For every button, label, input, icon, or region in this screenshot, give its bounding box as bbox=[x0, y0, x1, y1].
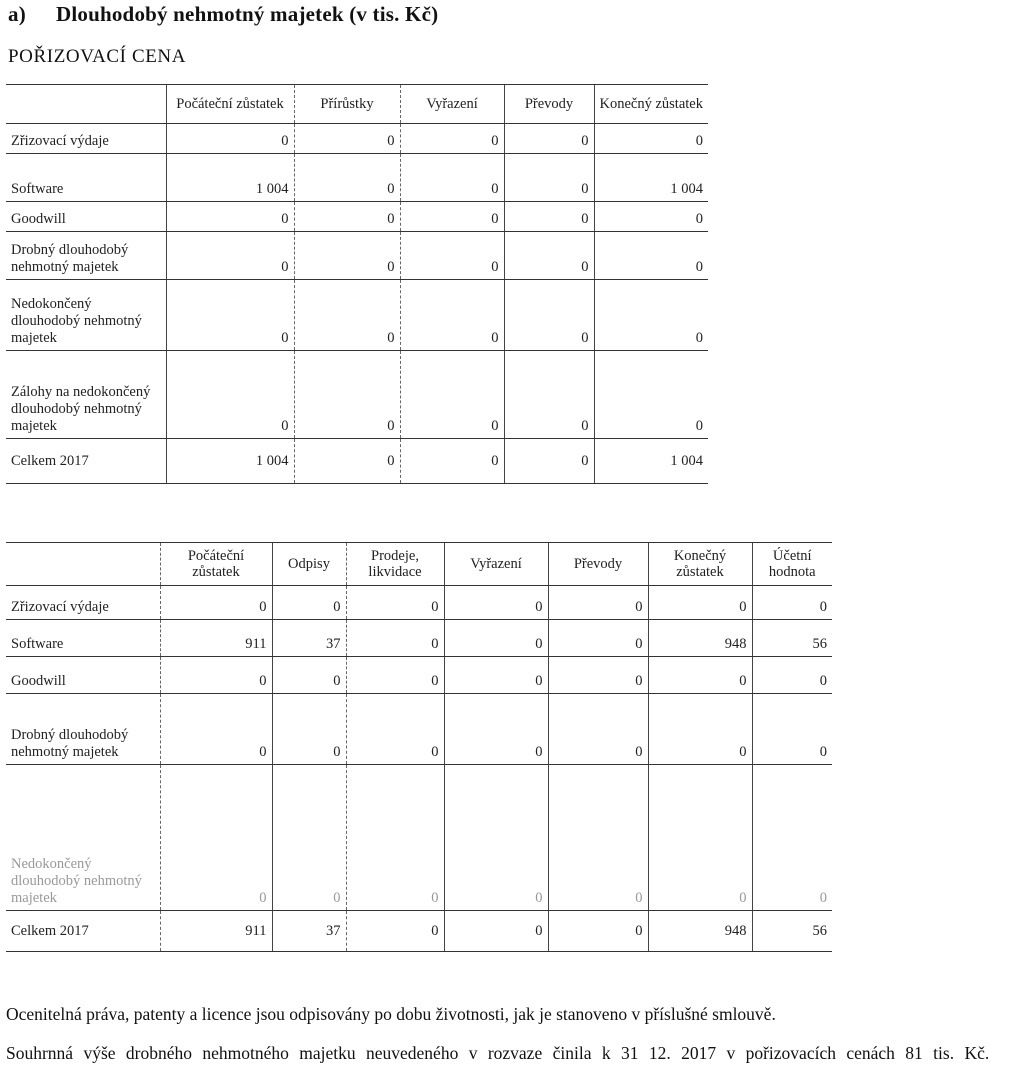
cell: 56 bbox=[752, 620, 832, 657]
cell: 911 bbox=[160, 911, 272, 952]
cell: 0 bbox=[752, 765, 832, 911]
cell: 0 bbox=[504, 124, 594, 154]
row-label: Zálohy na nedokončený dlouhodobý nehmotný majetek bbox=[6, 351, 166, 439]
cell: 0 bbox=[346, 586, 444, 620]
cell: 0 bbox=[548, 586, 648, 620]
cell: 0 bbox=[548, 620, 648, 657]
table-row bbox=[6, 154, 708, 202]
row-label: Software bbox=[6, 154, 166, 202]
table-header-row bbox=[6, 543, 832, 586]
cell: 0 bbox=[504, 232, 594, 280]
cell: 0 bbox=[272, 657, 346, 694]
note-paragraph: Souhrnná výše drobného nehmotného majetku neuvedeného v rozvaze činila k 31 12. 2017 v pořizovacích cenách 81 tis. Kč. bbox=[6, 1043, 990, 1063]
cell: 1 004 bbox=[594, 439, 708, 484]
row-label: Goodwill bbox=[6, 202, 166, 232]
cell: 0 bbox=[594, 232, 708, 280]
cell: 0 bbox=[294, 124, 400, 154]
header-cell: Vyřazení bbox=[444, 543, 548, 586]
header-cell: Převody bbox=[504, 85, 594, 124]
cell: 0 bbox=[548, 657, 648, 694]
table-row bbox=[6, 765, 832, 911]
section-heading bbox=[8, 2, 438, 27]
total-row bbox=[6, 911, 832, 952]
table-row bbox=[6, 586, 832, 620]
cell: 0 bbox=[444, 765, 548, 911]
cell: 0 bbox=[346, 620, 444, 657]
header-cell: Účetní hodnota bbox=[752, 543, 832, 586]
section-letter: a) bbox=[8, 2, 26, 26]
cell: 911 bbox=[160, 620, 272, 657]
row-label: Drobný dlouhodobý nehmotný majetek bbox=[6, 232, 166, 280]
cell: 0 bbox=[166, 280, 294, 351]
header-cell bbox=[6, 85, 166, 124]
cell: 0 bbox=[444, 620, 548, 657]
cell: 0 bbox=[294, 154, 400, 202]
row-label: Nedokončený dlouhodobý nehmotný majetek bbox=[6, 280, 166, 351]
header-cell: Konečný zůstatek bbox=[648, 543, 752, 586]
cell: 1 004 bbox=[166, 154, 294, 202]
cell: 948 bbox=[648, 620, 752, 657]
row-label: Zřizovací výdaje bbox=[6, 586, 160, 620]
table-row bbox=[6, 280, 708, 351]
cell: 0 bbox=[400, 202, 504, 232]
row-label: Goodwill bbox=[6, 657, 160, 694]
table-row bbox=[6, 620, 832, 657]
cell: 0 bbox=[504, 439, 594, 484]
row-label: Celkem 2017 bbox=[6, 911, 160, 952]
cell: 0 bbox=[548, 694, 648, 765]
acquisition-cost-table bbox=[6, 84, 708, 484]
note-paragraph: Ocenitelná práva, patenty a licence jsou odpisovány po dobu životnosti, jak je stanoveno v příslušné smlouvě. bbox=[6, 1004, 776, 1024]
table-row bbox=[6, 351, 708, 439]
table-header-row bbox=[6, 85, 708, 124]
cell: 0 bbox=[648, 694, 752, 765]
cell: 0 bbox=[504, 280, 594, 351]
cell: 0 bbox=[648, 586, 752, 620]
cell: 37 bbox=[272, 911, 346, 952]
row-label: Celkem 2017 bbox=[6, 439, 166, 484]
header-cell: Vyřazení bbox=[400, 85, 504, 124]
total-row bbox=[6, 439, 708, 484]
cell: 0 bbox=[160, 586, 272, 620]
cell: 0 bbox=[400, 439, 504, 484]
cell: 0 bbox=[752, 586, 832, 620]
cell: 0 bbox=[444, 586, 548, 620]
cell: 0 bbox=[594, 280, 708, 351]
header-cell bbox=[6, 543, 160, 586]
cell: 0 bbox=[400, 232, 504, 280]
table-row bbox=[6, 232, 708, 280]
cell: 0 bbox=[400, 124, 504, 154]
cell: 0 bbox=[548, 765, 648, 911]
cell: 0 bbox=[294, 351, 400, 439]
cell: 0 bbox=[594, 351, 708, 439]
accumulated-depreciation-table bbox=[6, 542, 832, 952]
cell: 0 bbox=[294, 439, 400, 484]
cell: 0 bbox=[594, 124, 708, 154]
header-cell: Konečný zůstatek bbox=[594, 85, 708, 124]
row-label: Zřizovací výdaje bbox=[6, 124, 166, 154]
cell: 0 bbox=[166, 202, 294, 232]
cell: 0 bbox=[444, 911, 548, 952]
table-row bbox=[6, 694, 832, 765]
cell: 0 bbox=[594, 202, 708, 232]
cell: 0 bbox=[504, 154, 594, 202]
header-cell: Odpisy bbox=[272, 543, 346, 586]
table-row bbox=[6, 124, 708, 154]
header-cell: Prodeje, likvidace bbox=[346, 543, 444, 586]
cell: 37 bbox=[272, 620, 346, 657]
cell: 0 bbox=[752, 694, 832, 765]
cell: 0 bbox=[548, 911, 648, 952]
cell: 0 bbox=[272, 586, 346, 620]
cell: 0 bbox=[294, 202, 400, 232]
cell: 0 bbox=[294, 280, 400, 351]
row-label: Software bbox=[6, 620, 160, 657]
header-cell: Počáteční zůstatek bbox=[160, 543, 272, 586]
cell: 0 bbox=[294, 232, 400, 280]
cell: 0 bbox=[400, 154, 504, 202]
cell: 0 bbox=[504, 202, 594, 232]
cell: 0 bbox=[346, 765, 444, 911]
cell: 0 bbox=[444, 657, 548, 694]
section-title: Dlouhodobý nehmotný majetek (v tis. Kč) bbox=[56, 2, 439, 26]
cell: 0 bbox=[166, 351, 294, 439]
cell: 0 bbox=[346, 911, 444, 952]
cell: 0 bbox=[504, 351, 594, 439]
cell: 0 bbox=[400, 280, 504, 351]
cell: 0 bbox=[444, 694, 548, 765]
header-cell: Počáteční zůstatek bbox=[166, 85, 294, 124]
cell: 0 bbox=[400, 351, 504, 439]
cell: 0 bbox=[166, 124, 294, 154]
cell: 0 bbox=[648, 657, 752, 694]
cell: 0 bbox=[160, 765, 272, 911]
cell: 0 bbox=[272, 765, 346, 911]
header-cell: Převody bbox=[548, 543, 648, 586]
cell: 1 004 bbox=[166, 439, 294, 484]
cell: 1 004 bbox=[594, 154, 708, 202]
cell: 0 bbox=[752, 657, 832, 694]
subsection-title: POŘIZOVACÍ CENA bbox=[8, 46, 187, 67]
cell: 0 bbox=[166, 232, 294, 280]
cell: 56 bbox=[752, 911, 832, 952]
cell: 948 bbox=[648, 911, 752, 952]
table-row bbox=[6, 657, 832, 694]
table-row bbox=[6, 202, 708, 232]
cell: 0 bbox=[160, 694, 272, 765]
header-cell: Přírůstky bbox=[294, 85, 400, 124]
row-label: Nedokončený dlouhodobý nehmotný majetek bbox=[6, 765, 160, 911]
cell: 0 bbox=[648, 765, 752, 911]
row-label: Drobný dlouhodobý nehmotný majetek bbox=[6, 694, 160, 765]
cell: 0 bbox=[160, 657, 272, 694]
cell: 0 bbox=[346, 694, 444, 765]
cell: 0 bbox=[272, 694, 346, 765]
cell: 0 bbox=[346, 657, 444, 694]
